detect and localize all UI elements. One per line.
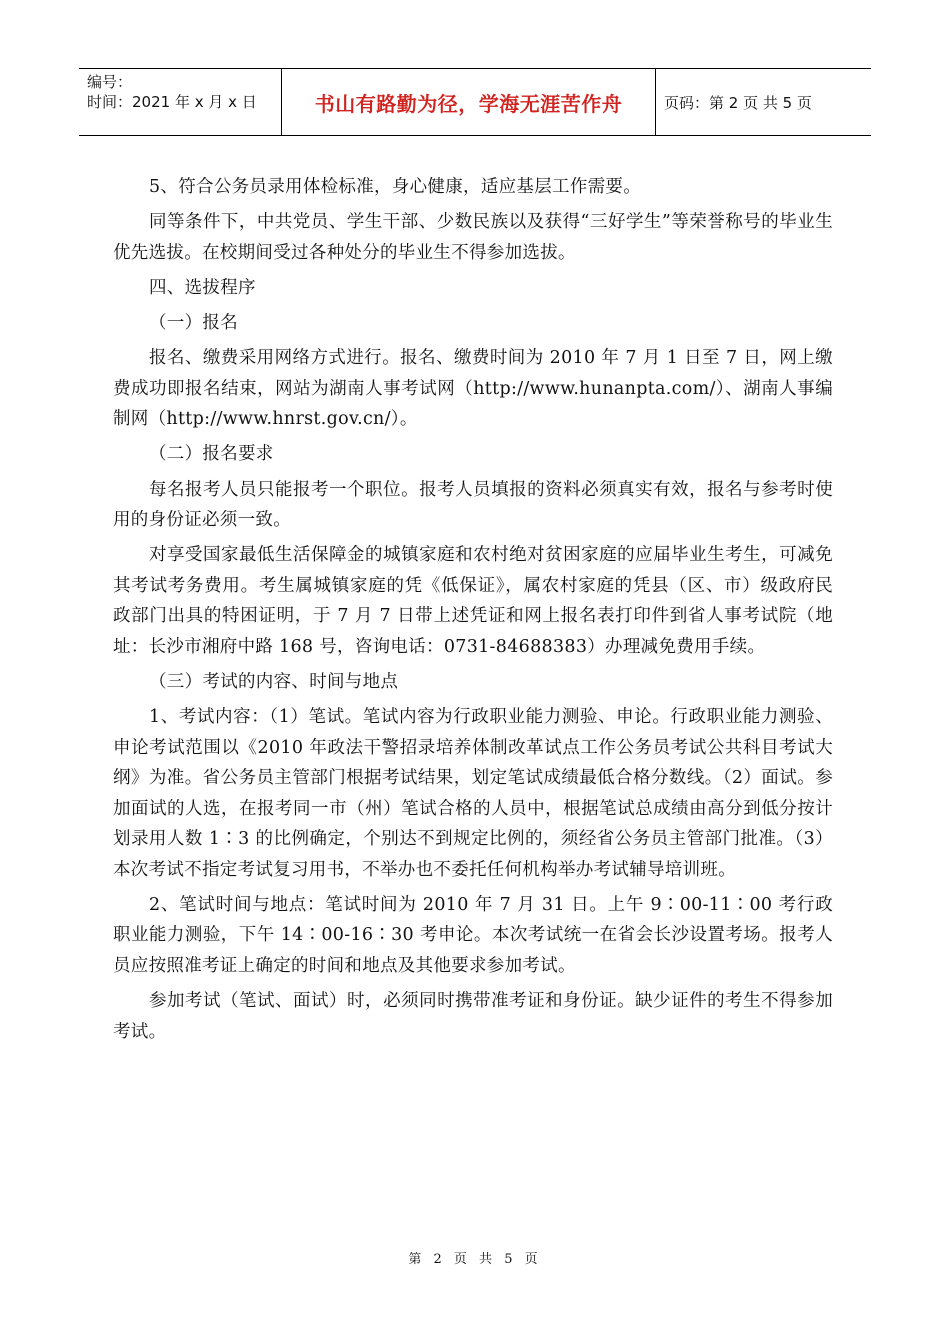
- subsection-heading: （三）考试的内容、时间与地点: [149, 672, 399, 692]
- body-paragraph: 5、符合公务员录用体检标准，身心健康，适应基层工作需要。: [149, 177, 642, 197]
- body-paragraph: 报名、缴费采用网络方式进行。报名、缴费时间为 2010 年 7 月 1 日至 7 日，网上缴费成功即报名结束，网站为湖南人事考试网（http://www.hunanpta.com/）、湖南人事编制网（http://www.hnrst.gov.cn/）。: [113, 348, 833, 430]
- body-paragraph: 2、笔试时间与地点：笔试时间为 2010 年 7 月 31 日。上午 9∶00-11∶00 考行政职业能力测验，下午 14∶00-16∶30 考申论。本次考试统一在省会长沙设置考场。报考人员应按照准考证上确定的时间和地点及其他要求参加考试。: [113, 894, 833, 976]
- document-body: [113, 172, 833, 1052]
- header-page-number: 页码：第 2 页 共 5 页: [664, 93, 812, 112]
- header-motto: 书山有路勤为径，学海无涯苦作舟: [282, 69, 656, 135]
- body-paragraph: 同等条件下，中共党员、学生干部、少数民族以及获得“三好学生”等荣誉称号的毕业生优先选拔。在校期间受过各种处分的毕业生不得参加选拔。: [113, 212, 833, 263]
- body-paragraph: 参加考试（笔试、面试）时，必须同时携带准考证和身份证。缺少证件的考生不得参加考试。: [113, 991, 833, 1042]
- subsection-heading: （一）报名: [149, 313, 238, 334]
- document-date-label: 时间：2021 年 x 月 x 日: [87, 93, 257, 111]
- body-paragraph: 1、考试内容：（1）笔试。笔试内容为行政职业能力测验、申论。行政职业能力测验、申论考试范围以《2010 年政法干警招录培养体制改革试点工作公务员考试公共科目考试大纲》为准。省公务员主管部门根据考试结果，划定笔试成绩最低合格分数线。（2）面试。参加面试的人选，在报考同一市（州）笔试合格的人员中，根据笔试总成绩由高分到低分按计划录用人数 1∶3 的比例确定，个别达不到规定比例的，须经省公务员主管部门批准。（3）本次考试不指定考试复习用书，不举办也不委托任何机构举办考试辅导培训班。: [113, 707, 833, 880]
- body-paragraph: 对享受国家最低生活保障金的城镇家庭和农村绝对贫困家庭的应届毕业生考生，可减免其考试考务费用。考生属城镇家庭的凭《低保证》，属农村家庭的凭县（区、市）级政府民政部门出具的特困证明，于 7 月 7 日带上述凭证和网上报名表打印件到省人事考试院（地址：长沙市湘府中路 168 号，咨询电话：0731-84688383）办理减免费用手续。: [113, 545, 833, 657]
- subsection-heading: （二）报名要求: [149, 444, 274, 465]
- body-paragraph: 每名报考人员只能报考一个职位。报考人员填报的资料必须真实有效，报名与参考时使用的身份证必须一致。: [113, 479, 833, 531]
- document-header: [79, 68, 871, 136]
- page-footer: 第 2 页 共 5 页: [408, 1252, 542, 1267]
- header-info-cell: [79, 69, 282, 135]
- document-number-label: 编号：: [87, 73, 133, 91]
- section-heading: 四、选拔程序: [149, 277, 256, 298]
